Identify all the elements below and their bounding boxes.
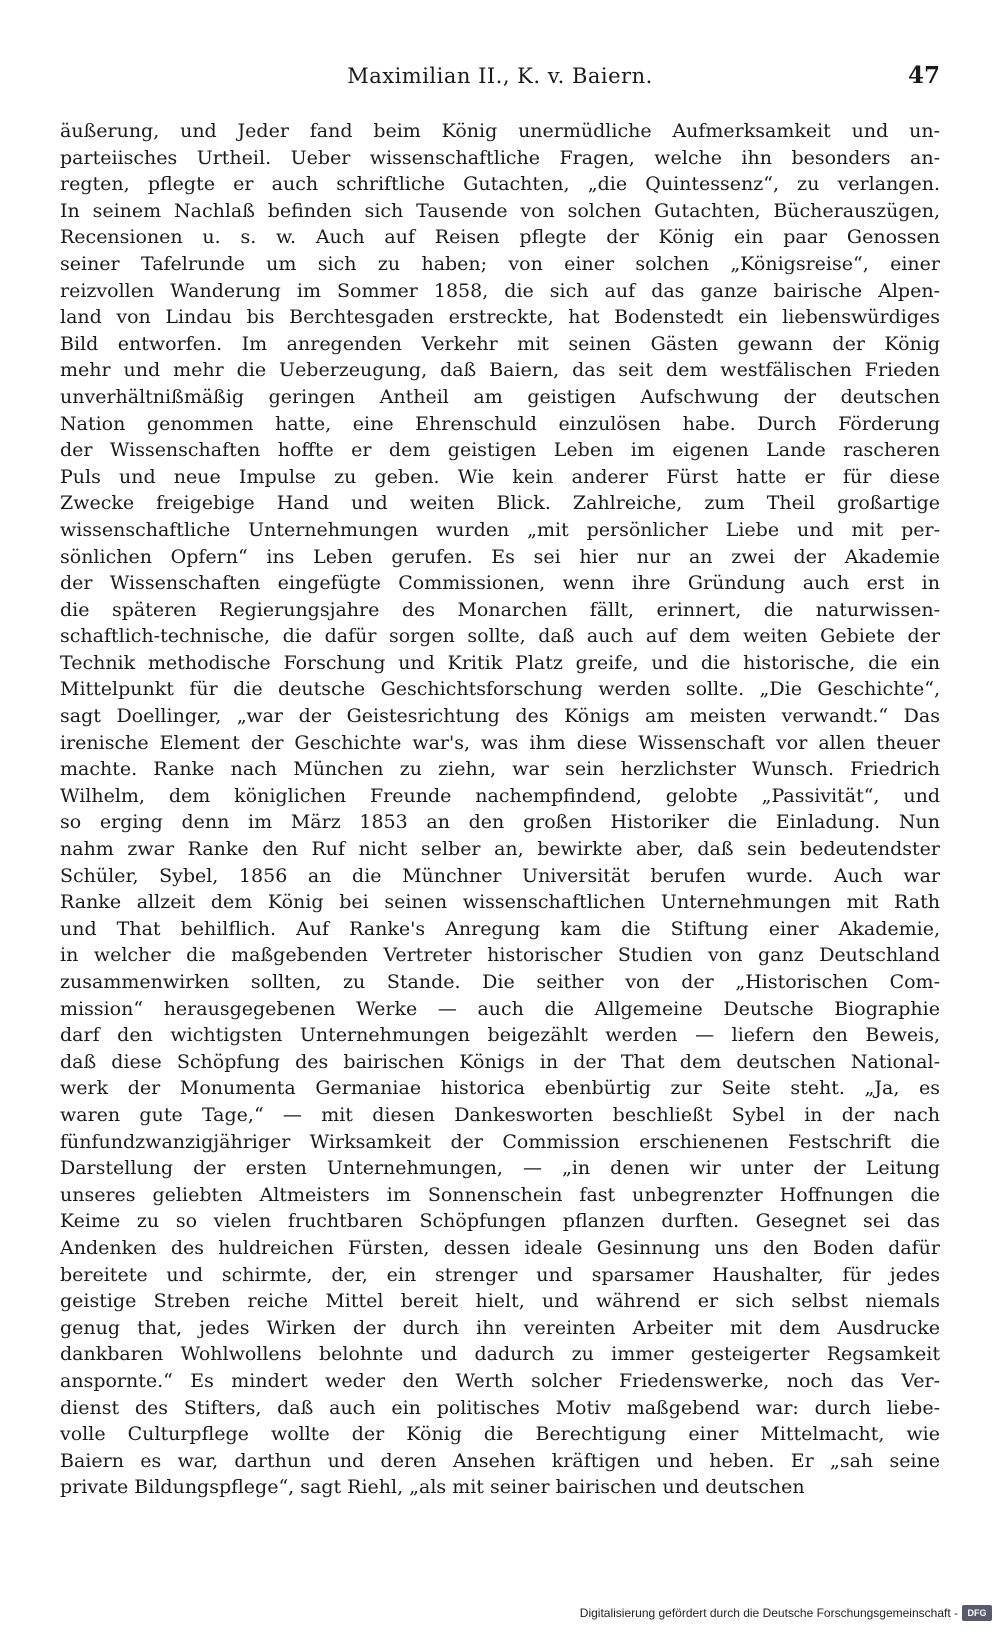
text-line: und That behilflich. Auf Ranke's Anregung kam die Stiftung einer Akademie, xyxy=(60,917,940,940)
text-line: darf den wichtigsten Unternehmungen beigezählt werden — liefern den Beweis, xyxy=(60,1024,940,1047)
text-line: nahm zwar Ranke den Ruf nicht selber an, bewirkte aber, daß sein bedeutendster xyxy=(60,838,940,861)
text-line: Puls und neue Impulse zu geben. Wie kein anderer Fürst hatte er für diese xyxy=(60,465,940,488)
text-line: wissenschaftliche Unternehmungen wurden „mit persönlicher Liebe und mit per- xyxy=(60,518,940,541)
text-line: Ranke allzeit dem König bei seinen wissenschaftlichen Unternehmungen mit Rath xyxy=(60,891,940,914)
text-line: so erging denn im März 1853 an den großen Historiker die Einladung. Nun xyxy=(60,811,940,834)
text-line: werk der Monumenta Germaniae historica ebenbürtig zur Seite steht. „Ja, es xyxy=(60,1077,940,1100)
text-line: genug that, jedes Wirken der durch ihn vereinten Arbeiter mit dem Ausdrucke xyxy=(60,1316,940,1339)
text-line: Zwecke freigebige Hand und weiten Blick. Zahlreiche, zum Theil großartige xyxy=(60,492,940,515)
text-line: seiner Tafelrunde um sich zu haben; von einer solchen „Königsreise“, einer xyxy=(60,252,940,275)
text-line: reizvollen Wanderung im Sommer 1858, die sich auf das ganze bairische Alpen- xyxy=(60,279,940,302)
page-header xyxy=(60,60,940,100)
text-line: zusammenwirken sollten, zu Stande. Die seither von der „Historischen Com- xyxy=(60,971,940,993)
text-line: Technik methodische Forschung und Kritik Platz greife, und die historische, die ein xyxy=(60,651,940,674)
text-line: dienst des Stifters, daß auch ein politisches Motiv maßgebend war: durch liebe- xyxy=(60,1396,940,1419)
text-line: machte. Ranke nach München zu ziehn, war sein herzlichster Wunsch. Friedrich xyxy=(60,758,940,781)
text-line: anspornte.“ Es mindert weder den Werth solcher Friedenswerke, noch das Ver- xyxy=(60,1369,940,1392)
text-line: äußerung, und Jeder fand beim König unermüdliche Aufmerksamkeit und un- xyxy=(60,120,940,142)
text-line: waren gute Tage,“ — mit diesen Dankesworten beschließt Sybel in der nach xyxy=(60,1103,940,1126)
text-line: dankbaren Wohlwollens belohnte und dadurch zu immer gesteigerter Regsamkeit xyxy=(60,1343,940,1366)
text-line: der Wissenschaften eingefügte Commissionen, wenn ihre Gründung auch erst in xyxy=(60,572,940,595)
running-title: Maximilian II., K. v. Baiern. xyxy=(347,64,653,88)
text-line: regten, pflegte er auch schriftliche Gutachten, „die Quintessenz“, zu verlangen. xyxy=(60,173,940,196)
text-line: mehr und mehr die Ueberzeugung, daß Baiern, das seit dem westfälischen Frieden xyxy=(60,359,940,382)
text-line: Darstellung der ersten Unternehmungen, — „in denen wir unter der Leitung xyxy=(60,1157,940,1180)
page-number: 47 xyxy=(907,62,940,89)
text-line: volle Culturpflege wollte der König die Berechtigung einer Mittelmacht, wie xyxy=(60,1423,940,1446)
footer-credit: Digitalisierung gefördert durch die Deutsche Forschungsgemeinschaft - xyxy=(579,1606,958,1620)
text-line: Andenken des huldreichen Fürsten, dessen ideale Gesinnung uns den Boden dafür xyxy=(60,1236,940,1259)
text-line: in welcher die maßgebenden Vertreter historischer Studien von ganz Deutschland xyxy=(60,944,940,967)
text-line: der Wissenschaften hoffte er dem geistigen Leben im eigenen Lande rascheren xyxy=(60,439,940,462)
text-line: irenische Element der Geschichte war's, was ihm diese Wissenschaft vor allen theuer xyxy=(60,731,940,754)
text-line: fünfundzwanzigjähriger Wirksamkeit der Commission erschienenen Festschrift die xyxy=(60,1130,940,1153)
text-line: mission“ herausgegebenen Werke — auch die Allgemeine Deutsche Biographie xyxy=(60,997,940,1020)
text-line: Schüler, Sybel, 1856 an die Münchner Universität berufen wurde. Auch war xyxy=(60,864,940,887)
text-line: Wilhelm, dem königlichen Freunde nachempfindend, gelobte „Passivität“, und xyxy=(60,784,940,807)
text-line: die späteren Regierungsjahre des Monarchen fällt, erinnert, die naturwissen- xyxy=(60,598,940,621)
text-line: land von Lindau bis Berchtesgaden erstreckte, hat Bodenstedt ein liebenswürdiges xyxy=(60,306,940,329)
text-line: bereitete und schirmte, der, ein strenger und sparsamer Haushalter, für jedes xyxy=(60,1263,940,1286)
text-line: Mittelpunkt für die deutsche Geschichtsforschung werden sollte. „Die Geschichte“, xyxy=(60,678,940,701)
text-line: schaftlich-technische, die dafür sorgen sollte, daß auch auf dem weiten Gebiete der xyxy=(60,625,940,648)
text-line: unseres geliebten Altmeisters im Sonnenschein fast unbegrenzter Hoffnungen die xyxy=(60,1183,940,1206)
text-line: daß diese Schöpfung des bairischen Königs in der That dem deutschen National- xyxy=(60,1050,940,1073)
text-line: Keime zu so vielen fruchtbaren Schöpfungen pflanzen durften. Gesegnet sei das xyxy=(60,1210,940,1233)
text-line: In seinem Nachlaß befinden sich Tausende von solchen Gutachten, Bücherauszügen, xyxy=(60,199,940,222)
text-line: private Bildungspflege“, sagt Riehl, „als mit seiner bairischen und deutschen xyxy=(60,1476,805,1499)
footer xyxy=(580,1602,992,1624)
text-line: Recensionen u. s. w. Auch auf Reisen pflegte der König ein paar Genossen xyxy=(60,226,940,249)
text-line: Nation genommen hatte, eine Ehrenschuld einzulösen habe. Durch Förderung xyxy=(60,412,940,435)
text-line: sagt Doellinger, „war der Geistesrichtung des Königs am meisten verwandt.“ Das xyxy=(60,705,940,728)
text-line: parteiisches Urtheil. Ueber wissenschaftliche Fragen, welche ihn besonders an- xyxy=(60,146,940,169)
body-text xyxy=(60,118,940,1501)
text-line: sönlichen Opfern“ ins Leben gerufen. Es sei hier nur an zwei der Akademie xyxy=(60,545,940,568)
text-line: geistige Streben reiche Mittel bereit hielt, und während er sich selbst niemals xyxy=(60,1290,940,1313)
text-line: Bild entworfen. Im anregenden Verkehr mit seinen Gästen gewann der König xyxy=(60,332,940,355)
text-line: unverhältnißmäßig geringen Antheil am geistigen Aufschwung der deutschen xyxy=(60,385,940,408)
text-line: Baiern es war, darthun und deren Ansehen kräftigen und heben. Er „sah seine xyxy=(60,1449,940,1472)
dfg-logo-icon: DFG xyxy=(962,1605,992,1621)
